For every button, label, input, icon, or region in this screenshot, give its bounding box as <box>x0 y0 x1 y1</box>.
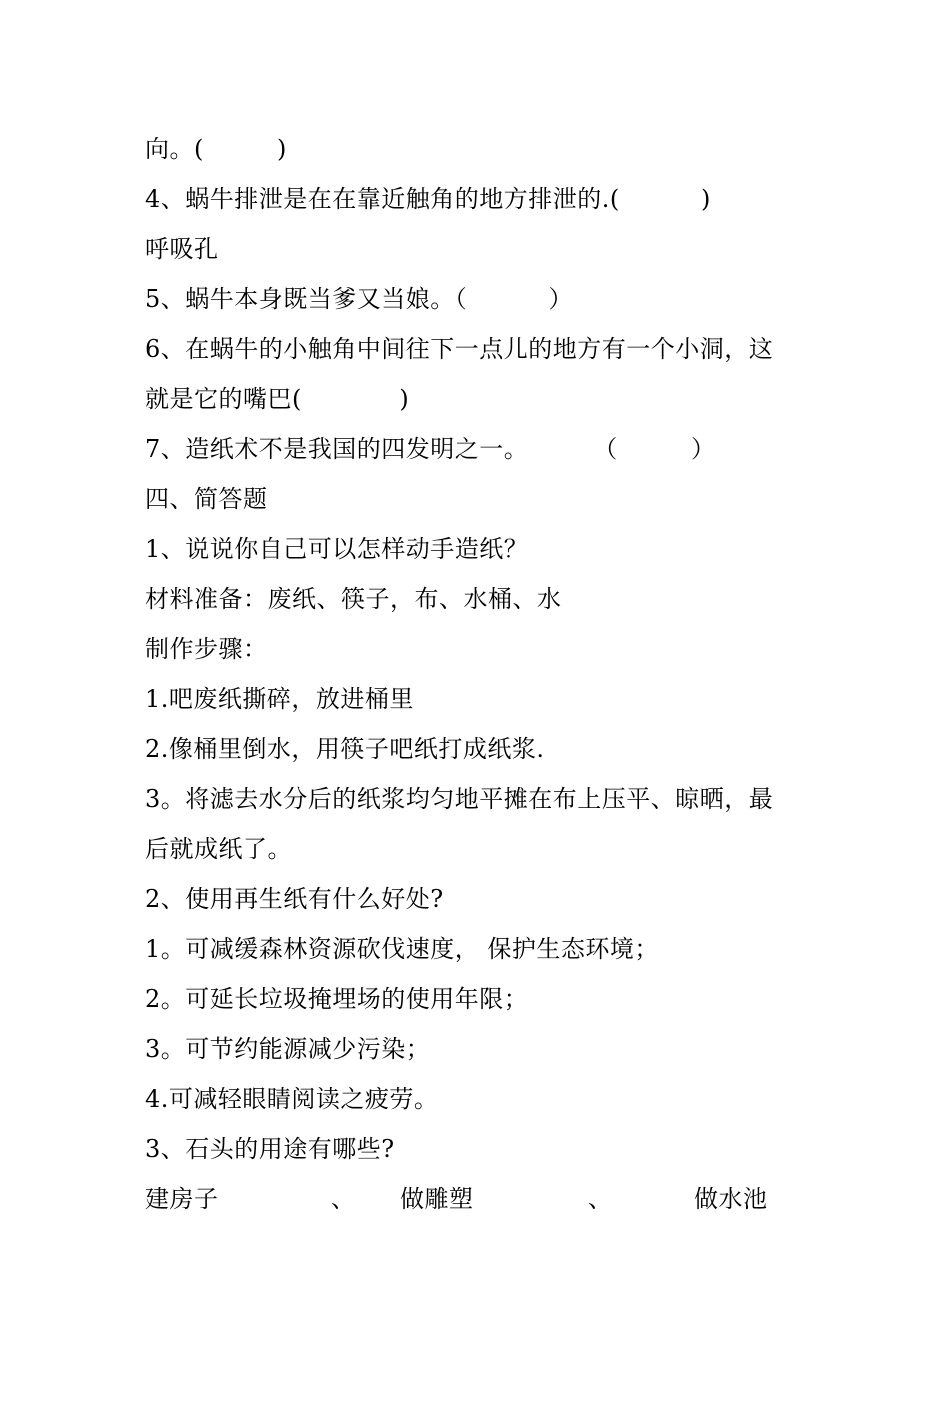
text-line: 向。( ) <box>145 135 287 163</box>
separator: 、 <box>588 1185 613 1213</box>
question-line: 3、石头的用途有哪些? <box>145 1135 395 1163</box>
text-line: 4、蜗牛排泄是在在靠近触角的地方排泄的.( ) <box>145 185 711 213</box>
answer-line <box>145 1183 805 1215</box>
section-heading: 四、简答题 <box>145 485 268 513</box>
answer-part: 做雕塑 <box>400 1185 474 1213</box>
question-line: 2、使用再生纸有什么好处? <box>145 885 444 913</box>
text-line: 3。可节约能源减少污染； <box>145 1035 431 1063</box>
text-line: 2。可延长垃圾掩埋场的使用年限； <box>145 985 529 1013</box>
text-line: 材料准备：废纸、筷子，布、水桶、水 <box>145 585 562 613</box>
answer-part: 建房子 <box>145 1185 219 1213</box>
text-line: 1.吧废纸撕碎，放进桶里 <box>145 685 414 713</box>
text-line: 就是它的嘴巴( ) <box>145 385 410 413</box>
text-line: 3。将滤去水分后的纸浆均匀地平摊在布上压平、晾晒，最 <box>145 785 774 813</box>
answer-part: 做水池 <box>694 1185 768 1213</box>
text-line: 7、造纸术不是我国的四发明之一。 （ ） <box>145 435 716 463</box>
text-line: 1。可减缓森林资源砍伐速度， 保护生态环境； <box>145 935 659 963</box>
text-line: 6、在蜗牛的小触角中间往下一点儿的地方有一个小洞，这 <box>145 335 774 363</box>
question-line: 1、说说你自己可以怎样动手造纸？ <box>145 535 529 563</box>
text-line: 4.可减轻眼睛阅读之疲劳。 <box>145 1085 439 1113</box>
text-line: 呼吸孔 <box>145 235 219 263</box>
text-line: 后就成纸了。 <box>145 835 292 863</box>
text-line: 制作步骤： <box>145 635 268 663</box>
separator: 、 <box>331 1185 356 1213</box>
text-line: 2.像桶里倒水，用筷子吧纸打成纸浆. <box>145 735 545 763</box>
text-line: 5、蜗牛本身既当爹又当娘。（ ） <box>145 285 574 313</box>
